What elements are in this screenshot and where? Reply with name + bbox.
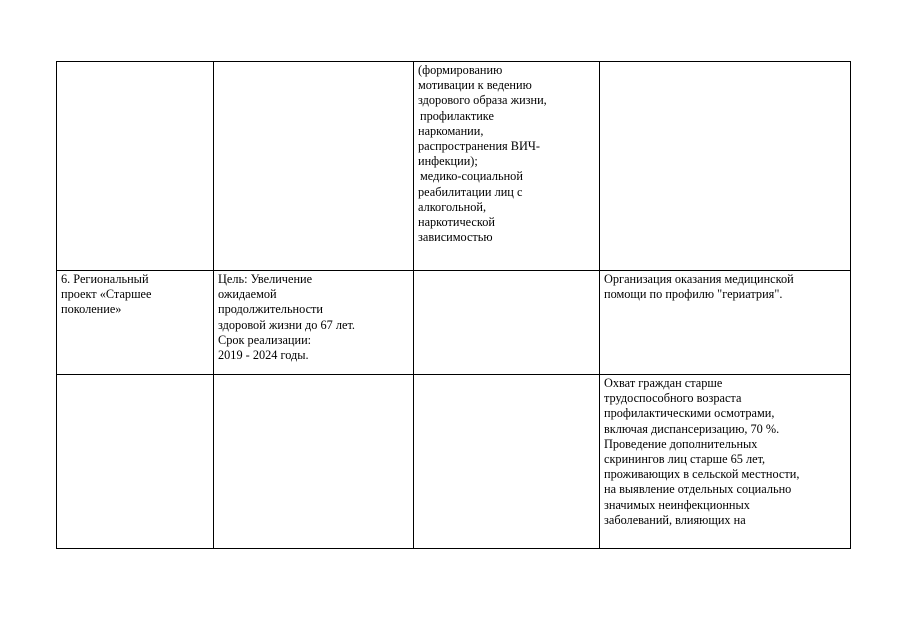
- document-table: [56, 61, 851, 549]
- cell-line: 2019 - 2024 годы.: [218, 348, 309, 363]
- table-cell: [214, 375, 414, 549]
- cell-line: реабилитации лиц с: [418, 184, 523, 199]
- table-cell-activities: [414, 62, 600, 271]
- table-cell: [414, 271, 600, 375]
- table-row: [57, 62, 851, 271]
- cell-line: Охват граждан старше: [604, 376, 723, 390]
- cell-line: здоровой жизни до 67 лет.: [218, 317, 356, 332]
- table-cell-project-goal: [214, 271, 414, 375]
- cell-line: на выявление отдельных социально: [604, 482, 792, 497]
- cell-line: Цель: Увеличение: [218, 272, 313, 286]
- cell-line: зависимостью: [418, 230, 493, 245]
- cell-line: скринингов лиц старше 65 лет,: [604, 452, 766, 467]
- cell-line: профилактическими осмотрами,: [604, 406, 775, 421]
- cell-line: медико-социальной: [420, 169, 523, 184]
- cell-line: наркотической: [418, 215, 495, 230]
- table-cell: [57, 62, 214, 271]
- table-cell-measures: [600, 271, 851, 375]
- table-cell-project-name: [57, 271, 214, 375]
- cell-line: поколение»: [61, 302, 122, 317]
- cell-line: ожидаемой: [218, 287, 277, 302]
- cell-line: инфекции);: [418, 154, 478, 169]
- cell-line: продолжительности: [218, 302, 324, 317]
- cell-line: Организация оказания медицинской: [604, 272, 794, 286]
- table-cell-indicators: [600, 375, 851, 549]
- table-cell: [57, 375, 214, 549]
- cell-line: (формированию: [418, 63, 503, 77]
- cell-line: проект «Старшее: [61, 287, 152, 302]
- cell-line: помощи по профилю "гериатрия".: [604, 287, 783, 302]
- table-cell: [414, 375, 600, 549]
- table-cell: [600, 62, 851, 271]
- table-row: [57, 271, 851, 375]
- cell-line: профилактике: [420, 108, 494, 123]
- cell-line: проживающих в сельской местности,: [604, 467, 800, 482]
- cell-line: 6. Региональный: [61, 272, 149, 286]
- cell-line: заболеваний, влияющих на: [604, 512, 746, 527]
- table-row: [57, 375, 851, 549]
- cell-line: значимых неинфекционных: [604, 497, 750, 512]
- cell-line: мотивации к ведению: [418, 78, 532, 93]
- cell-line: Срок реализации:: [218, 332, 312, 347]
- table-cell: [214, 62, 414, 271]
- cell-line: трудоспособного возраста: [604, 391, 742, 406]
- cell-line: алкогольной,: [418, 199, 487, 214]
- cell-line: здорового образа жизни,: [418, 93, 547, 108]
- cell-line: распространения ВИЧ-: [418, 139, 540, 154]
- cell-line: Проведение дополнительных: [604, 436, 758, 451]
- cell-line: включая диспансеризацию, 70 %.: [604, 421, 780, 436]
- cell-line: наркомании,: [418, 123, 484, 138]
